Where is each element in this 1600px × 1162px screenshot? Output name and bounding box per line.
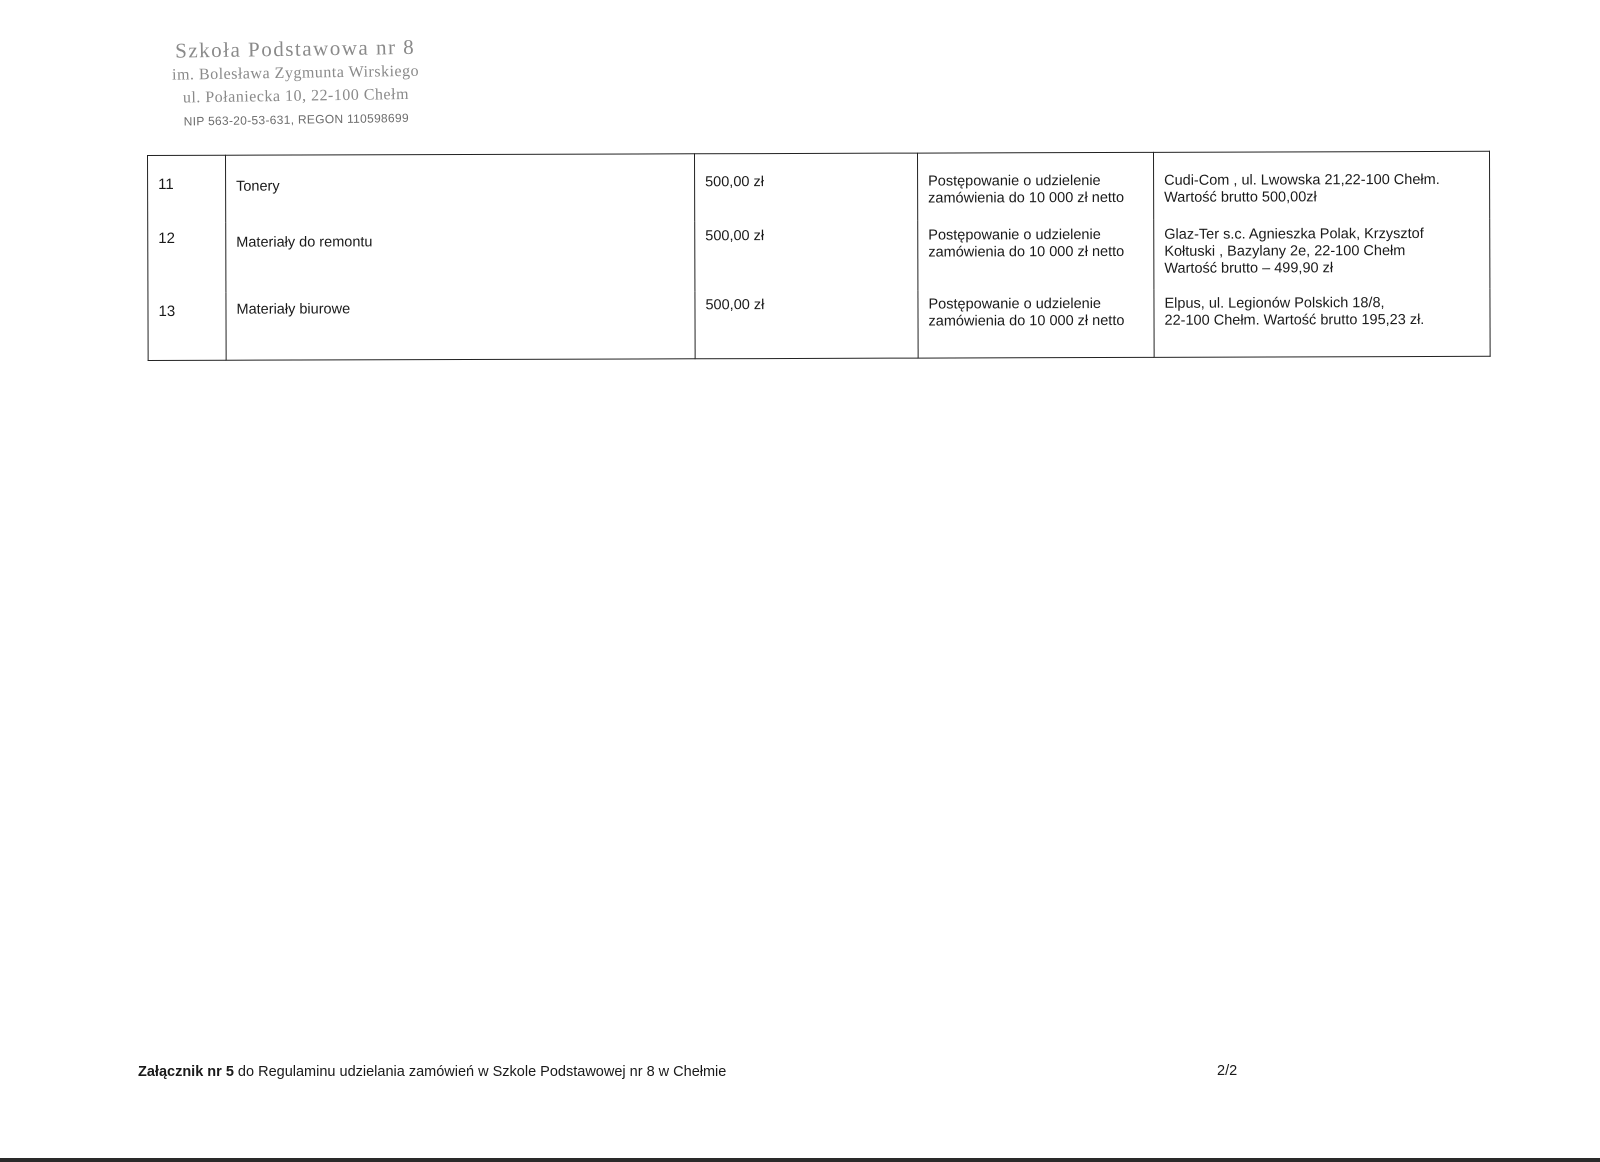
procedure-cell (918, 290, 1154, 358)
item-name: Tonery (226, 154, 695, 223)
supplier-line: Glaz-Ter s.c. Agnieszka Polak, Krzysztof (1164, 225, 1424, 243)
school-address: ul. Połaniecka 10, 22-100 Chełm (182, 85, 410, 107)
supplier-line: Wartość brutto 500,00zł (1164, 189, 1317, 206)
row-number: 13 (148, 293, 226, 361)
procedure-line: Postępowanie o udzielenie (928, 173, 1101, 190)
supplier-line: Kołtuski , Bazylany 2e, 22-100 Chełm (1164, 243, 1406, 260)
procedure-cell (918, 220, 1154, 291)
footer-text: do Regulaminu udzielania zamówień w Szkole Podstawowej nr 8 w Chełmie (233, 1064, 727, 1080)
attachment-label: Załącznik nr 5 (138, 1064, 234, 1080)
supplier-line: Elpus, ul. Legionów Polskich 18/8, (1164, 295, 1385, 312)
table-row (148, 151, 1490, 223)
supplier-cell (1154, 219, 1490, 290)
school-letterhead (150, 33, 441, 129)
procedure-line: Postępowanie o udzielenie (928, 227, 1101, 244)
procedure-line: Postępowanie o udzielenie (928, 296, 1102, 313)
scan-edge (0, 1158, 1600, 1162)
document-footer (138, 1064, 1238, 1080)
supplier-cell (1154, 289, 1490, 358)
row-number: 11 (148, 155, 226, 223)
supplier-line: Cudi-Com , ul. Lwowska 21,22-100 Chełm. (1164, 171, 1440, 189)
supplier-line: 22-100 Chełm. Wartość brutto 195,23 zł. (1164, 311, 1425, 329)
procedure-line: zamówienia do 10 000 zł netto (928, 312, 1125, 330)
supplier-cell (1153, 151, 1489, 220)
supplier-line: Wartość brutto – 499,90 zł (1164, 260, 1334, 277)
item-amount: 500,00 zł (695, 291, 918, 359)
item-name: Materiały do remontu (226, 221, 695, 292)
table-row (148, 289, 1490, 361)
procedure-cell (917, 152, 1153, 220)
page-number: 2/2 (1217, 1063, 1238, 1079)
procedure-line: zamówienia do 10 000 zł netto (928, 189, 1125, 207)
item-amount: 500,00 zł (694, 153, 917, 221)
item-amount: 500,00 zł (695, 221, 918, 292)
school-patron: im. Bolesława Zygmunta Wirskiego (171, 62, 420, 84)
procedure-line: zamówienia do 10 000 zł netto (928, 243, 1125, 261)
school-ids: NIP 563-20-53-631, REGON 110598699 (183, 110, 410, 129)
procurement-table (147, 151, 1485, 361)
table-row (148, 219, 1490, 293)
school-name: Szkoła Podstawowa nr 8 (174, 34, 416, 63)
row-number: 12 (148, 223, 226, 293)
item-name: Materiały biurowe (226, 291, 695, 360)
